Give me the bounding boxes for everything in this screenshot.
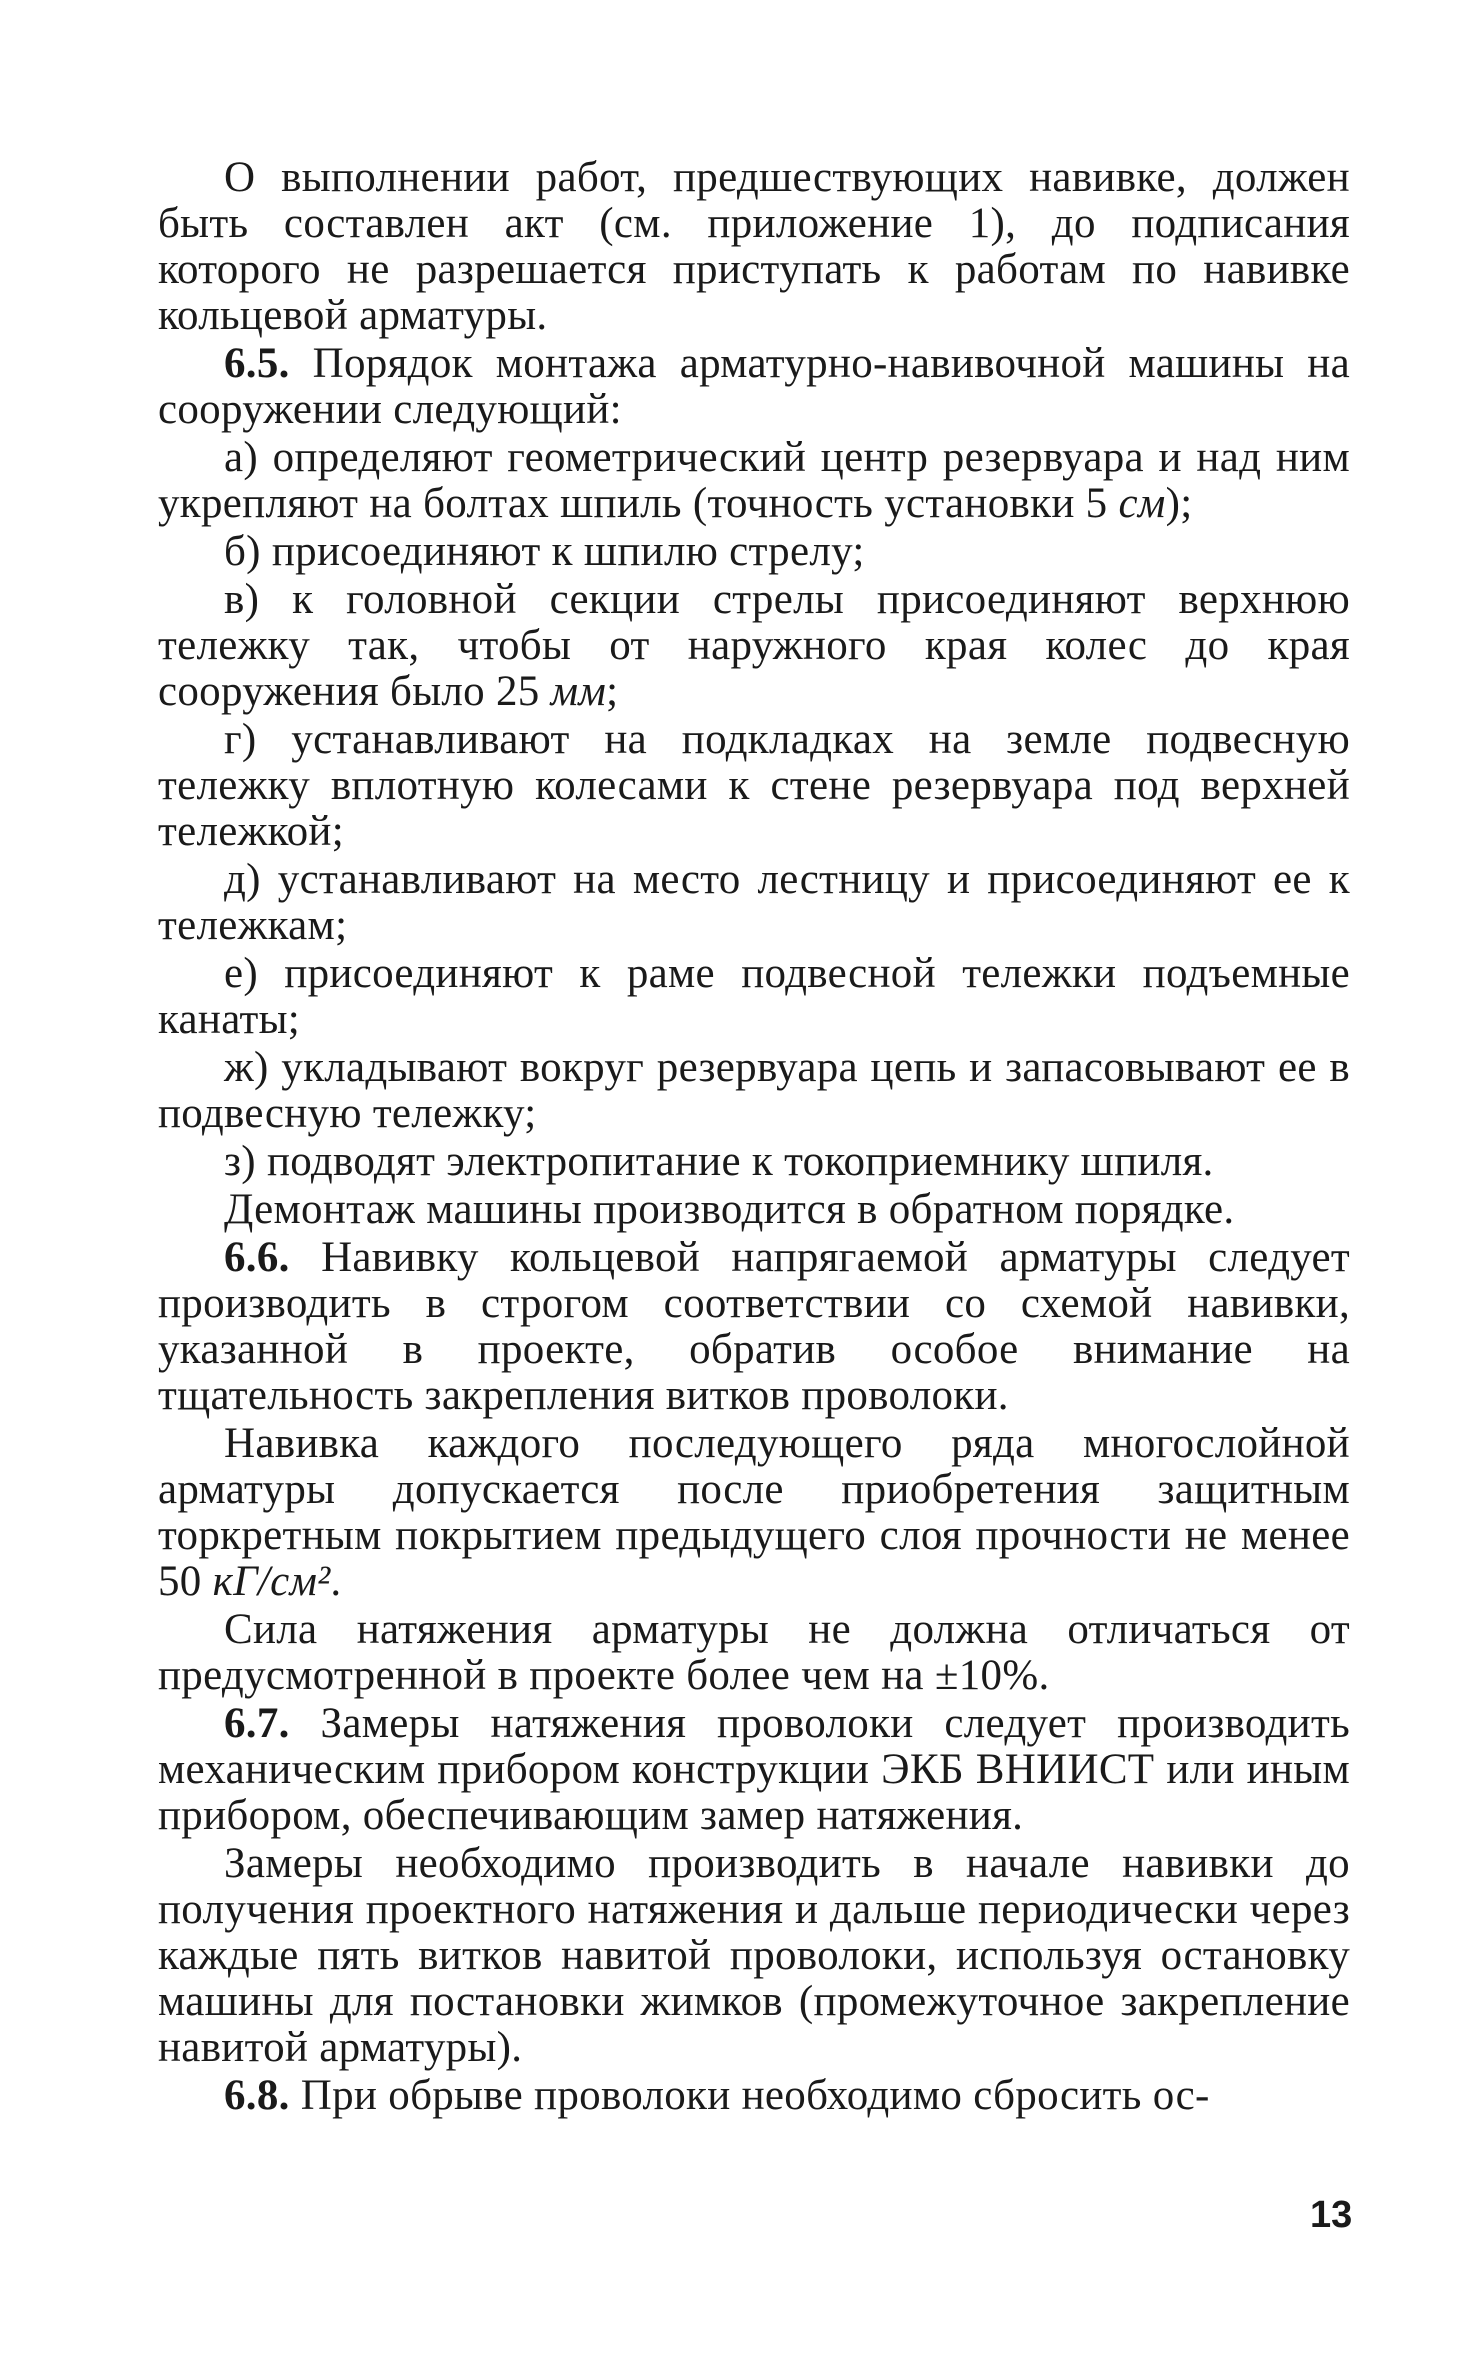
unit-label: кГ/см² bbox=[212, 1558, 331, 1605]
paragraph-multilayer-winding bbox=[158, 1421, 1350, 1605]
list-item-e bbox=[158, 951, 1350, 1043]
paragraph-dismantling bbox=[158, 1187, 1350, 1233]
paragraph-text: Демонтаж машины производится в обратном порядке. bbox=[224, 1186, 1235, 1233]
paragraph-6-5 bbox=[158, 341, 1350, 433]
paragraph-text: Замеры необходимо производить в начале навивки до получения проектного натяжения и дальше периодически через каждые пять витков навитой проволоки, используя остановку машины для постановки жимков (промежуточное закрепление навитой арматуры). bbox=[158, 1840, 1350, 2071]
list-item-v bbox=[158, 577, 1350, 715]
list-item-g bbox=[158, 717, 1350, 855]
paragraph-text: Навивку кольцевой напрягаемой арматуры следует производить в строгом соответствии со схемой навивки, указанной в проекте, обратив особое внимание на тщательность закрепления витков проволоки. bbox=[158, 1234, 1350, 1419]
paragraph-text: ж) укладывают вокруг резервуара цепь и запасовывают ее в подвесную тележку; bbox=[158, 1044, 1350, 1137]
paragraph-text: При обрыве проволоки необходимо сбросить ос- bbox=[300, 2072, 1210, 2119]
paragraph-text: Замеры натяжения проволоки следует производить механическим прибором конструкции ЭКБ ВНИИСТ или иным прибором, обеспечивающим замер натяжения. bbox=[158, 1700, 1350, 1839]
section-number: 6.6. bbox=[224, 1234, 290, 1281]
paragraph-text: О выполнении работ, предшествующих навивке, должен быть составлен акт (см. приложение 1), до подписания которого не разрешается приступать к работам по навивке кольцевой арматуры. bbox=[158, 154, 1350, 339]
paragraph-text: Навивка каждого последующего ряда многослойной арматуры допускается после приобретения защитным торкретным покрытием предыдущего слоя прочности не менее 50 bbox=[158, 1420, 1350, 1605]
paragraph-text: Сила натяжения арматуры не должна отличаться от предусмотренной в проекте более чем на ±10%. bbox=[158, 1606, 1350, 1699]
paragraph-tension-tolerance bbox=[158, 1607, 1350, 1699]
paragraph-6-7 bbox=[158, 1701, 1350, 1839]
paragraph-text: в) к головной секции стрелы присоединяют верхнюю тележку так, чтобы от наружного края колес до края сооружения было 25 bbox=[158, 576, 1350, 715]
paragraph-text: е) присоединяют к раме подвесной тележки подъемные канаты; bbox=[158, 950, 1350, 1043]
list-item-a bbox=[158, 435, 1350, 527]
paragraph-text: б) присоединяют к шпилю стрелу; bbox=[224, 528, 865, 575]
paragraph-text: а) определяют геометрический центр резервуара и над ним укрепляют на болтах шпиль (точность установки 5 bbox=[158, 434, 1350, 527]
section-number: 6.8. bbox=[224, 2072, 290, 2119]
paragraph-text-end: . bbox=[330, 1558, 342, 1605]
list-item-z bbox=[158, 1139, 1350, 1185]
list-item-zh bbox=[158, 1045, 1350, 1137]
unit-label: мм bbox=[550, 668, 607, 715]
paragraph-act-requirement bbox=[158, 155, 1350, 339]
paragraph-6-6 bbox=[158, 1235, 1350, 1419]
paragraph-text: з) подводят электропитание к токоприемнику шпиля. bbox=[224, 1138, 1214, 1185]
paragraph-text-end: ); bbox=[1165, 480, 1193, 527]
paragraph-6-8 bbox=[158, 2073, 1350, 2119]
section-number: 6.7. bbox=[224, 1700, 290, 1747]
list-item-d bbox=[158, 857, 1350, 949]
paragraph-text: Порядок монтажа арматурно-навивочной машины на сооружении следующий: bbox=[158, 340, 1350, 433]
section-number: 6.5. bbox=[224, 340, 290, 387]
paragraph-text: д) устанавливают на место лестницу и присоединяют ее к тележкам; bbox=[158, 856, 1350, 949]
document-page bbox=[158, 155, 1350, 2119]
paragraph-text-end: ; bbox=[606, 668, 619, 715]
page-number: 13 bbox=[1310, 2194, 1353, 2236]
unit-label: см bbox=[1118, 480, 1166, 527]
list-item-b bbox=[158, 529, 1350, 575]
paragraph-text: г) устанавливают на подкладках на земле подвесную тележку вплотную колесами к стене резервуара под верхней тележкой; bbox=[158, 716, 1350, 855]
paragraph-measurements bbox=[158, 1841, 1350, 2071]
